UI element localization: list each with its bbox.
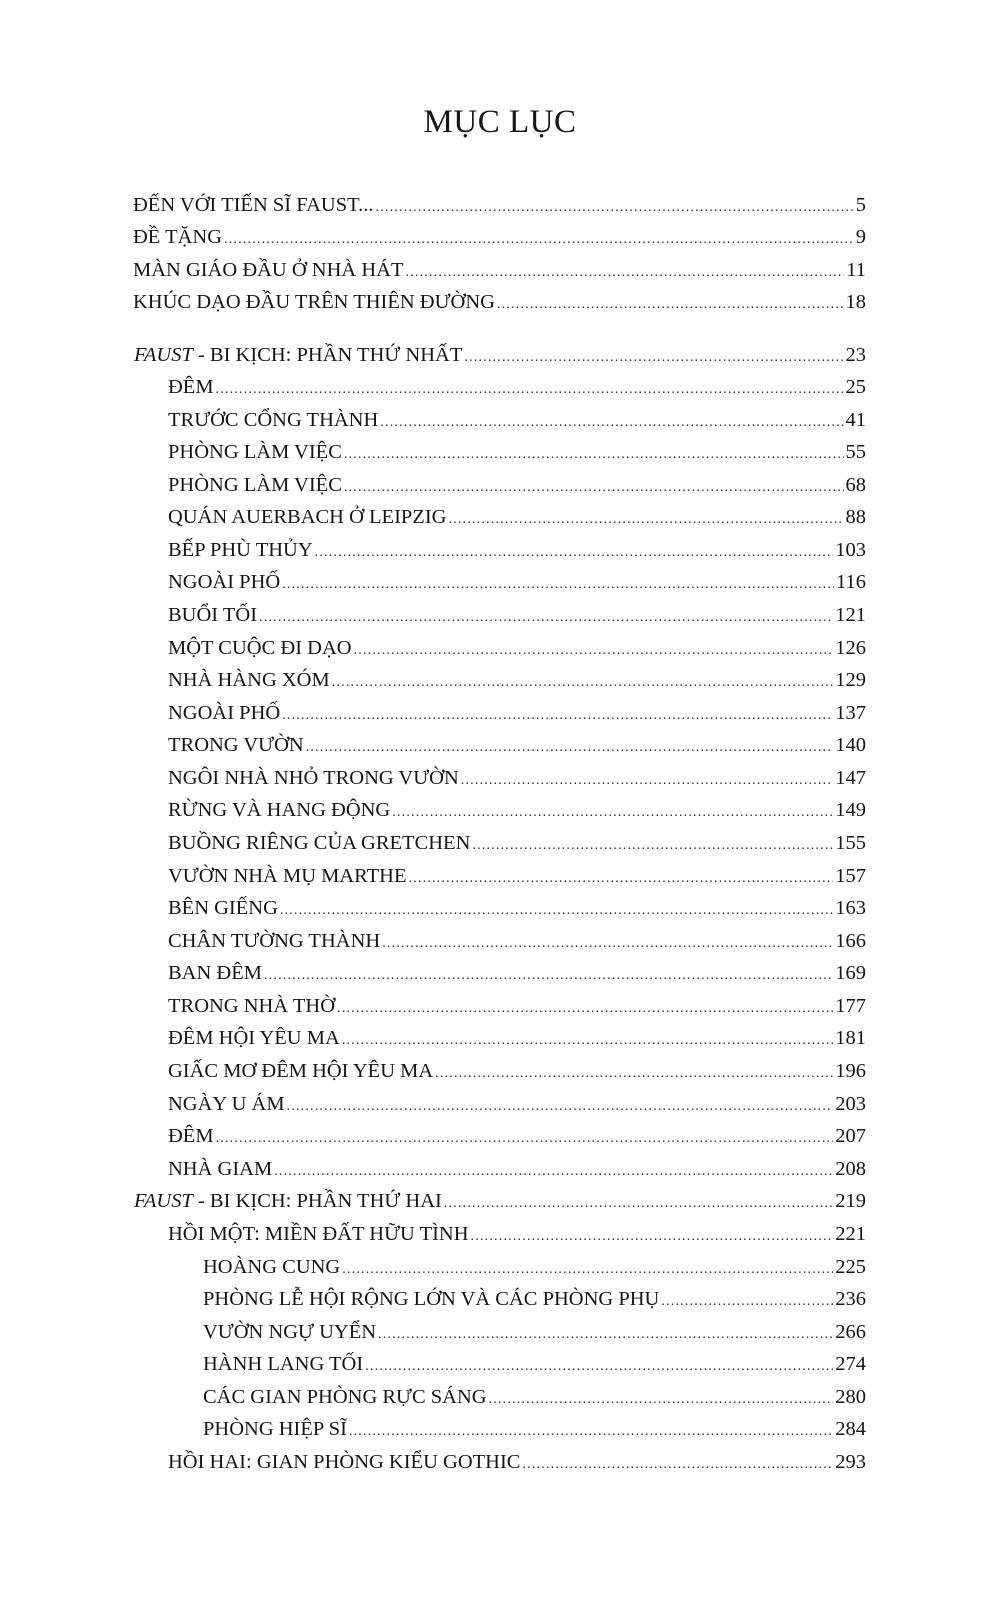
toc-entry-title: ĐÊM [168, 1125, 214, 1147]
dot-leader [376, 193, 854, 223]
page-number: 23 [845, 344, 866, 366]
dot-leader [661, 1287, 833, 1317]
toc-entry[interactable] [134, 1186, 866, 1216]
toc-entry-title: BUỒNG RIÊNG CỦA GRETCHEN [168, 832, 471, 854]
dot-leader [282, 570, 834, 600]
page-number: 116 [836, 571, 866, 593]
page-number: 103 [835, 539, 866, 561]
toc-entry-title: KHÚC DẠO ĐẦU TRÊN THIÊN ĐƯỜNG [133, 291, 495, 313]
toc-entry[interactable] [168, 600, 866, 630]
toc-entry[interactable] [203, 1414, 866, 1444]
toc-entry-title [134, 340, 462, 370]
dot-leader [264, 961, 833, 991]
page-number: 129 [835, 669, 866, 691]
page-number: 166 [835, 930, 866, 952]
page-number: 25 [845, 376, 866, 398]
dot-leader [522, 1450, 833, 1480]
dot-leader [354, 636, 834, 666]
dot-leader [342, 1255, 833, 1285]
toc-entry-title: MỘT CUỘC ĐI DẠO [168, 637, 352, 659]
page-number: 55 [845, 441, 866, 463]
dot-leader [489, 1385, 834, 1415]
page-number: 163 [835, 897, 866, 919]
toc-entry[interactable] [168, 730, 866, 760]
toc-entry-title: VƯỜN NGỰ UYỂN [203, 1321, 377, 1343]
toc-entry[interactable] [134, 340, 866, 370]
toc-entry-title: TRONG VƯỜN [168, 734, 304, 756]
toc-entry-title: TRƯỚC CỔNG THÀNH [168, 409, 379, 431]
toc-entry-title: NGÀY U ÁM [168, 1093, 285, 1115]
toc-entry-title: MÀN GIÁO ĐẦU Ở NHÀ HÁT [133, 259, 404, 281]
toc-entry[interactable] [168, 1089, 866, 1119]
dot-leader [464, 343, 843, 373]
dot-leader [332, 668, 834, 698]
toc-entry-title: PHÒNG LỄ HỘI RỘNG LỚN VÀ CÁC PHÒNG PHỤ [203, 1288, 660, 1310]
page-number: 126 [835, 637, 866, 659]
page-number: 266 [835, 1321, 866, 1343]
page-number: 181 [835, 1027, 866, 1049]
dot-leader [337, 994, 833, 1024]
page-number: 11 [846, 259, 866, 281]
toc-entry-title: QUÁN AUERBACH Ở LEIPZIG [168, 506, 447, 528]
dot-leader [315, 538, 834, 568]
toc-entry[interactable] [168, 893, 866, 923]
page-number: 147 [835, 767, 866, 789]
dot-leader [405, 258, 844, 288]
page-number: 169 [835, 962, 866, 984]
page-number: 68 [845, 474, 866, 496]
dot-leader [287, 1092, 834, 1122]
dot-leader [497, 290, 844, 320]
toc-entry-title: CÁC GIAN PHÒNG RỰC SÁNG [203, 1386, 487, 1408]
page-number: 41 [845, 409, 866, 431]
toc-entry[interactable] [168, 828, 866, 858]
toc-entry[interactable] [168, 437, 866, 467]
toc-entry[interactable] [203, 1349, 866, 1379]
toc-entry[interactable] [168, 1154, 866, 1184]
toc-entry-title: ĐẾN VỚI TIẾN SĨ FAUST... [133, 194, 374, 216]
dot-leader [344, 440, 844, 470]
page-number: 196 [835, 1060, 866, 1082]
toc-entry[interactable] [168, 567, 866, 597]
dot-leader [274, 1157, 833, 1187]
page-number: 284 [835, 1418, 866, 1440]
dot-leader [380, 408, 843, 438]
page-number: 207 [835, 1125, 866, 1147]
page-number: 149 [835, 799, 866, 821]
toc-entry-title: NGOÀI PHỐ [168, 702, 281, 724]
toc-entry[interactable] [168, 405, 866, 435]
page-number: 9 [855, 226, 866, 248]
dot-leader [461, 766, 833, 796]
dot-leader [408, 864, 833, 894]
toc-entry[interactable] [133, 287, 866, 317]
dot-leader [472, 831, 833, 861]
toc-entry[interactable] [168, 958, 866, 988]
dot-leader [382, 929, 833, 959]
toc-entry-title: BAN ĐÊM [168, 962, 262, 984]
dot-leader [378, 1320, 833, 1350]
page-number: 236 [835, 1288, 866, 1310]
toc-entry-title: PHÒNG LÀM VIỆC [168, 441, 342, 463]
dot-leader [224, 225, 854, 255]
page-number: 88 [845, 506, 866, 528]
toc-entry[interactable] [168, 1121, 866, 1151]
toc-entry-title: VƯỜN NHÀ MỤ MARTHE [168, 865, 407, 887]
toc-entry-title-italic: FAUST [134, 344, 193, 366]
toc-entry-title: HỒI MỘT: MIỀN ĐẤT HỮU TÌNH [168, 1223, 469, 1245]
toc-entry[interactable] [168, 698, 866, 728]
toc-entry-title: ĐỀ TẶNG [133, 226, 223, 248]
page-number: 18 [845, 291, 866, 313]
toc-entry-title [134, 1186, 442, 1216]
page-number: 157 [835, 865, 866, 887]
dot-leader [282, 701, 833, 731]
page-number: 121 [835, 604, 866, 626]
toc-entry[interactable] [168, 665, 866, 695]
toc-entry-title: CHÂN TƯỜNG THÀNH [168, 930, 381, 952]
toc-entry-title: NGOÀI PHỐ [168, 571, 281, 593]
toc-entry-title-italic: FAUST [134, 1190, 193, 1212]
page-number: 203 [835, 1093, 866, 1115]
toc-entry[interactable] [168, 795, 866, 825]
toc-entry-title: PHÒNG HIỆP SĨ [203, 1418, 347, 1440]
dot-leader [306, 733, 834, 763]
toc-entry[interactable] [168, 926, 866, 956]
toc-entry[interactable] [168, 991, 866, 1021]
toc-entry[interactable] [168, 470, 866, 500]
page-number: 140 [835, 734, 866, 756]
page-number: 219 [835, 1190, 866, 1212]
page-number: 208 [835, 1158, 866, 1180]
dot-leader [280, 896, 833, 926]
toc-entry[interactable] [168, 1056, 866, 1086]
toc-entry[interactable] [203, 1317, 866, 1347]
dot-leader [435, 1059, 833, 1089]
page-number: 225 [835, 1256, 866, 1278]
toc-entry-title-rest: - BI KỊCH: PHẦN THỨ NHẤT [192, 344, 463, 366]
toc-entry[interactable] [203, 1382, 866, 1412]
toc-entry[interactable] [168, 372, 866, 402]
dot-leader [365, 1352, 833, 1382]
dot-leader [342, 1026, 833, 1056]
toc-entry[interactable] [168, 1447, 866, 1477]
toc-entry-title: HOÀNG CUNG [203, 1256, 341, 1278]
toc-entry-title: PHÒNG LÀM VIỆC [168, 474, 342, 496]
toc-entry-title: RỪNG VÀ HANG ĐỘNG [168, 799, 391, 821]
toc-entry[interactable] [168, 535, 866, 565]
dot-leader [392, 798, 833, 828]
toc-entry-title: BẾP PHÙ THỦY [168, 539, 313, 561]
toc-entry[interactable] [133, 222, 866, 252]
dot-leader [216, 375, 844, 405]
toc-entry-title: TRONG NHÀ THỜ [168, 995, 336, 1017]
toc-entry-title: NHÀ HÀNG XÓM [168, 669, 330, 691]
toc-entry[interactable] [168, 502, 866, 532]
toc-entry-title: ĐÊM HỘI YÊU MA [168, 1027, 340, 1049]
dot-leader [444, 1189, 833, 1219]
dot-leader [448, 505, 843, 535]
toc-entry-title: HỒI HAI: GIAN PHÒNG KIỂU GOTHIC [168, 1451, 521, 1473]
toc-entry-title-rest: - BI KỊCH: PHẦN THỨ HAI [192, 1190, 442, 1212]
page-number: 280 [835, 1386, 866, 1408]
toc-entry-title: NHÀ GIAM [168, 1158, 273, 1180]
page-number: 137 [835, 702, 866, 724]
dot-leader [259, 603, 833, 633]
toc-entry[interactable] [133, 255, 866, 285]
toc-entry-title: NGÔI NHÀ NHỎ TRONG VƯỜN [168, 767, 459, 789]
page-number: 5 [855, 194, 866, 216]
toc-entry[interactable] [133, 190, 866, 220]
dot-leader [216, 1124, 834, 1154]
page-number: 221 [835, 1223, 866, 1245]
page-number: 177 [835, 995, 866, 1017]
toc-entry[interactable] [168, 1023, 866, 1053]
dot-leader [344, 473, 844, 503]
toc-entry-title: HÀNH LANG TỐI [203, 1353, 364, 1375]
page-title: MỤC LỤC [423, 104, 577, 141]
page-number: 274 [835, 1353, 866, 1375]
page-number: 293 [835, 1451, 866, 1473]
toc-entry-title: ĐÊM [168, 376, 214, 398]
toc-entry[interactable] [168, 1219, 866, 1249]
toc-entry[interactable] [203, 1252, 866, 1282]
page-number: 155 [835, 832, 866, 854]
toc-entry[interactable] [168, 763, 866, 793]
toc-entry[interactable] [168, 633, 866, 663]
toc-entry-title: GIẤC MƠ ĐÊM HỘI YÊU MA [168, 1060, 434, 1082]
toc-entry[interactable] [168, 861, 866, 891]
toc-entry[interactable] [203, 1284, 866, 1314]
dot-leader [471, 1222, 834, 1252]
dot-leader [349, 1417, 833, 1447]
toc-entry-title: BÊN GIẾNG [168, 897, 278, 919]
toc-entry-title: BUỔI TỐI [168, 604, 258, 626]
